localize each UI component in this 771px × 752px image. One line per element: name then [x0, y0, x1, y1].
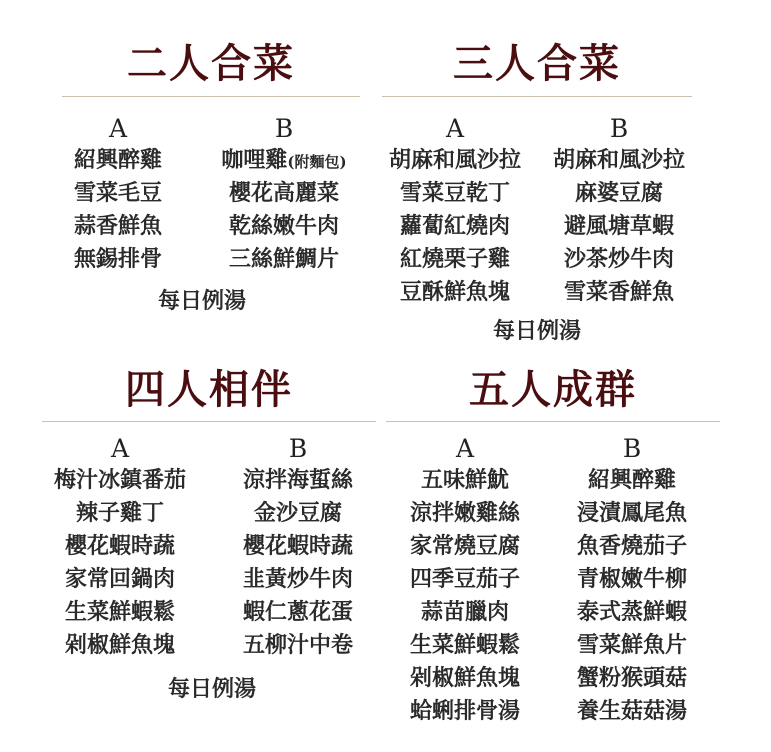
menu-column-b — [204, 114, 364, 276]
divider — [42, 421, 376, 422]
menu-column-a — [42, 434, 198, 662]
column-header: B — [274, 114, 294, 143]
menu-item: 麻婆豆腐 — [574, 180, 663, 206]
menu-item: 櫻花高麗菜 — [228, 180, 339, 206]
menu-item: 青椒嫩牛柳 — [576, 566, 687, 592]
divider — [386, 421, 720, 422]
menu-item: 四季豆茄子 — [409, 566, 520, 592]
menu-item: 雪菜鮮魚片 — [576, 632, 687, 658]
column-header: B — [609, 114, 629, 143]
menu-column-a — [382, 114, 528, 309]
menu-column-a — [386, 434, 544, 728]
daily-soup: 每日例湯 — [167, 676, 256, 702]
menu-item — [204, 144, 364, 177]
menu-item: 紹興醉雞 — [73, 147, 162, 173]
menu-item: 紹興醉雞 — [587, 467, 676, 493]
menu-item: 避風塘草蝦 — [563, 213, 674, 239]
menu-item: 沙茶炒牛肉 — [563, 246, 674, 272]
menu-item: 蒜香鮮魚 — [73, 213, 162, 239]
section-title: 二人合菜 — [127, 40, 295, 87]
column-header: A — [108, 114, 128, 143]
menu-item: 乾絲嫩牛肉 — [228, 213, 339, 239]
menu-item: 養生菇菇湯 — [576, 698, 687, 724]
menu-item: 蛤蜊排骨湯 — [409, 698, 520, 724]
menu-item: 蝦仁蔥花蛋 — [242, 599, 353, 625]
column-header: A — [445, 114, 465, 143]
menu-item: 紅燒栗子雞 — [399, 246, 510, 272]
menu-item: 蘿蔔紅燒肉 — [399, 213, 510, 239]
menu-item: 生菜鮮蝦鬆 — [64, 599, 175, 625]
menu-item: 豆酥鮮魚塊 — [399, 279, 510, 305]
column-header: A — [110, 434, 130, 463]
menu-item: 韭黃炒牛肉 — [242, 566, 353, 592]
menu-column-b — [554, 434, 710, 728]
menu-item: 辣子雞丁 — [75, 500, 164, 526]
menu-item: 泰式蒸鮮蝦 — [576, 599, 687, 625]
menu-item: 家常回鍋肉 — [64, 566, 175, 592]
menu-item: 三絲鮮鯛片 — [228, 246, 339, 272]
menu-item: 剁椒鮮魚塊 — [64, 632, 175, 658]
section-five-person — [386, 366, 720, 736]
menu-item: 家常燒豆腐 — [409, 533, 520, 559]
menu-item: 雪菜香鮮魚 — [563, 279, 674, 305]
menu-item: 浸漬鳳尾魚 — [576, 500, 687, 526]
menu-item: 魚香燒茄子 — [576, 533, 687, 559]
menu-item-note: (附麵包) — [287, 153, 347, 171]
menu-item: 蒜苗臘肉 — [420, 599, 509, 625]
menu-item: 雪菜豆乾丁 — [399, 180, 510, 206]
menu-item: 剁椒鮮魚塊 — [409, 665, 520, 691]
section-three-person — [382, 40, 692, 350]
section-two-person — [62, 40, 360, 330]
column-header: A — [455, 434, 475, 463]
menu-item: 涼拌嫩雞絲 — [409, 500, 520, 526]
divider — [382, 96, 692, 97]
section-title: 三人合菜 — [453, 40, 621, 87]
menu-item: 櫻花蝦時蔬 — [64, 533, 175, 559]
menu-item: 胡麻和風沙拉 — [388, 147, 521, 173]
menu-item-name: 咖哩雞 — [221, 147, 288, 173]
menu-item: 梅汁冰鎮番茄 — [53, 467, 186, 493]
section-title: 四人相伴 — [125, 366, 293, 413]
menu-item: 金沙豆腐 — [253, 500, 342, 526]
column-header: B — [622, 434, 642, 463]
menu-column-b — [220, 434, 376, 662]
menu-item: 櫻花蝦時蔬 — [242, 533, 353, 559]
column-header: B — [288, 434, 308, 463]
section-title: 五人成群 — [469, 366, 637, 413]
menu-column-b — [546, 114, 692, 309]
menu-item: 五味鮮魷 — [420, 467, 509, 493]
menu-item: 胡麻和風沙拉 — [552, 147, 685, 173]
menu-item: 雪菜毛豆 — [73, 180, 162, 206]
menu-item: 五柳汁中卷 — [242, 632, 353, 658]
daily-soup: 每日例湯 — [492, 318, 581, 344]
menu-item: 生菜鮮蝦鬆 — [409, 632, 520, 658]
menu-item: 無錫排骨 — [73, 246, 162, 272]
daily-soup: 每日例湯 — [157, 288, 246, 314]
menu-column-a — [62, 114, 174, 276]
section-four-person — [42, 366, 376, 712]
divider — [62, 96, 360, 97]
menu-item: 蟹粉猴頭菇 — [576, 665, 687, 691]
menu-item: 涼拌海蜇絲 — [242, 467, 353, 493]
